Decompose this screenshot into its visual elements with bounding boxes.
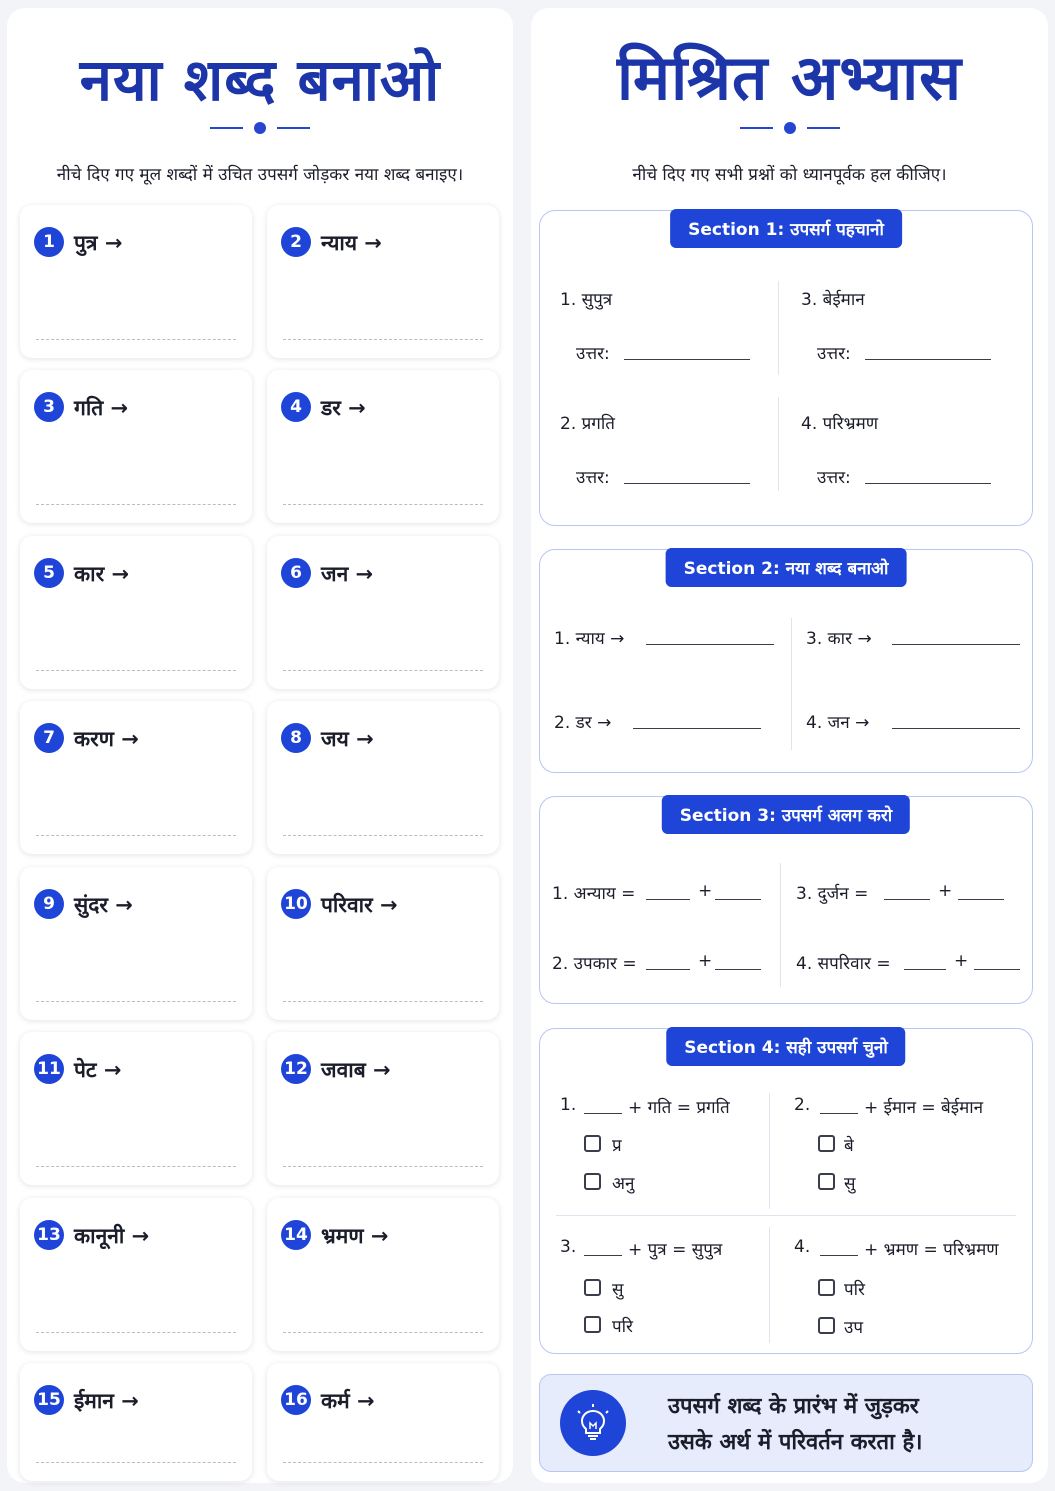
word-card (20, 1032, 252, 1185)
answer-line[interactable] (36, 670, 236, 671)
answer-blank[interactable] (624, 359, 750, 360)
base-word: गति → (74, 396, 129, 420)
word-card (267, 205, 499, 358)
word-card (20, 1198, 252, 1351)
plus-sign: + (954, 951, 969, 971)
option-label: सु (612, 1280, 624, 1300)
s3-question: 2. उपकार = (552, 954, 637, 974)
answer-label: उत्तर: (576, 344, 610, 364)
s2-question: 1. न्याय → (554, 629, 625, 649)
s4-equation: + ईमान = बेईमान (864, 1098, 984, 1118)
tip-box (539, 1374, 1033, 1472)
answer-line[interactable] (283, 835, 483, 836)
word-card (267, 867, 499, 1020)
item-number: 4 (281, 392, 311, 422)
item-number: 6 (281, 558, 311, 588)
answer-blank[interactable] (624, 483, 750, 484)
item-number: 7 (34, 723, 64, 753)
s1-question: 3. बेईमान (801, 290, 865, 310)
item-number: 1 (34, 227, 64, 257)
item-number: 15 (34, 1385, 64, 1415)
s4-question-number: 4. (794, 1237, 811, 1257)
section-3-heading: Section 3: उपसर्ग अलग करो (662, 795, 910, 834)
s2-question: 2. डर → (554, 713, 612, 733)
s4-question-number: 1. (560, 1095, 577, 1115)
base-word: कानूनी → (74, 1224, 150, 1248)
answer-line[interactable] (283, 670, 483, 671)
item-number: 16 (281, 1385, 311, 1415)
item-number: 14 (281, 1220, 311, 1250)
option-checkbox[interactable] (584, 1279, 601, 1296)
answer-blank[interactable] (633, 728, 761, 729)
base-word: भ्रमण → (321, 1224, 389, 1248)
word-card (20, 1363, 252, 1481)
section-1-heading: Section 1: उपसर्ग पहचानो (670, 209, 902, 248)
answer-label: उत्तर: (576, 468, 610, 488)
answer-blank[interactable] (892, 728, 1020, 729)
answer-line[interactable] (36, 1332, 236, 1333)
section-2-heading: Section 2: नया शब्द बनाओ (666, 548, 907, 587)
answer-label: उत्तर: (817, 468, 851, 488)
base-word: कार → (74, 562, 130, 586)
s4-equation: + भ्रमण = परिभ्रमण (864, 1240, 999, 1260)
right-instruction: नीचे दिए गए सभी प्रश्नों को ध्यानपूर्वक हल कीजिए। (632, 165, 947, 185)
answer-blank[interactable] (974, 969, 1020, 970)
s3-question: 4. सपरिवार = (796, 954, 891, 974)
option-checkbox[interactable] (584, 1135, 601, 1152)
plus-sign: + (698, 881, 713, 901)
option-label: बे (844, 1136, 854, 1156)
base-word: जय → (321, 727, 374, 751)
base-word: पुत्र → (74, 231, 123, 255)
base-word: जवाब → (321, 1058, 391, 1082)
answer-blank[interactable] (820, 1113, 858, 1114)
word-card (20, 701, 252, 854)
base-word: सुंदर → (74, 893, 133, 917)
answer-blank[interactable] (646, 969, 690, 970)
s4-equation: + पुत्र = सुपुत्र (628, 1240, 723, 1260)
answer-line[interactable] (283, 1462, 483, 1463)
item-number: 10 (281, 889, 311, 919)
answer-line[interactable] (283, 504, 483, 505)
s4-question-number: 2. (794, 1095, 811, 1115)
answer-line[interactable] (36, 835, 236, 836)
word-card (267, 1198, 499, 1351)
left-title: नया शब्द बनाओ (79, 46, 441, 114)
word-card (267, 536, 499, 689)
base-word: कर्म → (321, 1389, 375, 1413)
answer-blank[interactable] (584, 1255, 622, 1256)
right-worksheet-panel (531, 8, 1048, 1483)
option-checkbox[interactable] (584, 1316, 601, 1333)
base-word: करण → (74, 727, 139, 751)
answer-blank[interactable] (646, 644, 774, 645)
base-word: डर → (321, 396, 366, 420)
s4-equation: + गति = प्रगति (628, 1098, 730, 1118)
title-divider (210, 122, 310, 134)
option-checkbox[interactable] (584, 1173, 601, 1190)
option-checkbox[interactable] (818, 1135, 835, 1152)
section-1 (539, 210, 1033, 526)
answer-blank[interactable] (904, 969, 946, 970)
item-number: 5 (34, 558, 64, 588)
answer-blank[interactable] (892, 644, 1020, 645)
word-card (20, 370, 252, 523)
tip-line-1: उपसर्ग शब्द के प्रारंभ में जुड़कर (668, 1394, 919, 1419)
section-3 (539, 796, 1033, 1004)
answer-blank[interactable] (884, 899, 930, 900)
answer-line[interactable] (36, 1462, 236, 1463)
option-label: प्र (612, 1136, 622, 1156)
section-4-heading: Section 4: सही उपसर्ग चुनो (666, 1027, 905, 1066)
option-label: सु (844, 1174, 856, 1194)
option-label: उप (844, 1318, 863, 1338)
plus-sign: + (938, 881, 953, 901)
answer-blank[interactable] (820, 1255, 858, 1256)
word-card (267, 370, 499, 523)
left-worksheet-panel (7, 8, 513, 1483)
word-card (20, 536, 252, 689)
answer-blank[interactable] (865, 359, 991, 360)
answer-blank[interactable] (646, 899, 690, 900)
item-number: 13 (34, 1220, 64, 1250)
answer-blank[interactable] (715, 899, 761, 900)
option-label: परि (612, 1317, 634, 1337)
section-2 (539, 549, 1033, 773)
base-word: परिवार → (321, 893, 398, 917)
answer-label: उत्तर: (817, 344, 851, 364)
word-card (267, 1032, 499, 1185)
answer-line[interactable] (283, 1166, 483, 1167)
base-word: ईमान → (74, 1389, 139, 1413)
answer-line[interactable] (283, 339, 483, 340)
title-divider (740, 122, 840, 134)
s3-question: 3. दुर्जन = (796, 884, 869, 904)
item-number: 2 (281, 227, 311, 257)
word-card (267, 701, 499, 854)
s1-question: 1. सुपुत्र (560, 290, 613, 310)
right-title: मिश्रित अभ्यास (616, 41, 963, 114)
lightbulb-icon (560, 1390, 626, 1456)
answer-blank[interactable] (958, 899, 1004, 900)
item-number: 8 (281, 723, 311, 753)
section-4 (539, 1028, 1033, 1354)
answer-line[interactable] (36, 339, 236, 340)
answer-line[interactable] (283, 1001, 483, 1002)
s2-question: 4. जन → (806, 713, 870, 733)
base-word: न्याय → (321, 231, 382, 255)
word-card (20, 867, 252, 1020)
tip-text (668, 1389, 922, 1461)
option-checkbox[interactable] (818, 1279, 835, 1296)
option-label: अनु (612, 1174, 635, 1194)
s3-question: 1. अन्याय = (552, 884, 636, 904)
s2-question: 3. कार → (806, 629, 872, 649)
word-card (267, 1363, 499, 1481)
item-number: 9 (34, 889, 64, 919)
answer-line[interactable] (36, 1001, 236, 1002)
item-number: 12 (281, 1054, 311, 1084)
plus-sign: + (698, 951, 713, 971)
s1-question: 2. प्रगति (560, 414, 615, 434)
base-word: पेट → (74, 1058, 122, 1082)
base-word: जन → (321, 562, 374, 586)
left-instruction: नीचे दिए गए मूल शब्दों में उचित उपसर्ग जोड़कर नया शब्द बनाइए। (56, 165, 464, 185)
item-number: 11 (34, 1054, 64, 1084)
answer-line[interactable] (36, 504, 236, 505)
option-checkbox[interactable] (818, 1317, 835, 1334)
item-number: 3 (34, 392, 64, 422)
s1-question: 4. परिभ्रमण (801, 414, 879, 434)
tip-line-2: उसके अर्थ में परिवर्तन करता है। (668, 1430, 923, 1455)
option-checkbox[interactable] (818, 1173, 835, 1190)
answer-blank[interactable] (865, 483, 991, 484)
s4-question-number: 3. (560, 1237, 577, 1257)
answer-blank[interactable] (715, 969, 761, 970)
answer-blank[interactable] (584, 1113, 622, 1114)
option-label: परि (844, 1280, 866, 1300)
answer-line[interactable] (36, 1166, 236, 1167)
word-card (20, 205, 252, 358)
answer-line[interactable] (283, 1332, 483, 1333)
